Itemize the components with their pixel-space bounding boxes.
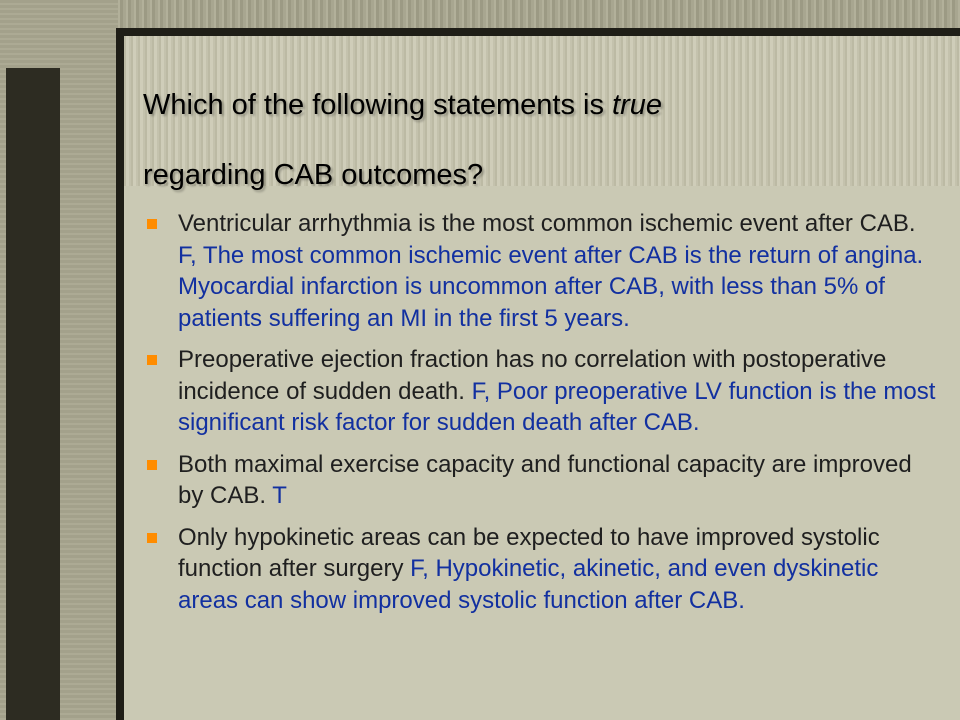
statement-text: Preoperative ejection fraction has no correlation with postoperative incidence of sudden death. <box>178 346 887 405</box>
answer-text: F, Hypokinetic, akinetic, and even dyskinetic areas can show improved systolic function after CAB. <box>178 555 879 614</box>
question-list <box>147 208 937 626</box>
list-item <box>147 449 937 512</box>
list-item <box>147 344 937 439</box>
statement-text: Ventricular arrhythmia is the most common ischemic event after CAB. <box>178 210 916 237</box>
list-item <box>147 522 937 617</box>
answer-text: T <box>272 482 287 509</box>
slide-title <box>143 70 933 210</box>
answer-text: F, The most common ischemic event after CAB is the return of angina. Myocardial infarction is uncommon after CAB, with less than 5% of patients suffering an MI in the first 5 years. <box>178 241 924 332</box>
square-bullet-icon <box>147 219 157 229</box>
list-item <box>147 208 937 334</box>
square-bullet-icon <box>147 533 157 543</box>
title-line1-emph: true <box>612 89 663 121</box>
square-bullet-icon <box>147 355 157 365</box>
top-border-band <box>0 0 960 30</box>
statement-text: Both maximal exercise capacity and functional capacity are improved by CAB. <box>178 450 912 509</box>
statement-text: Only hypokinetic areas can be expected to have improved systolic function after surgery <box>178 523 880 582</box>
square-bullet-icon <box>147 460 157 470</box>
answer-text: F, Poor preoperative LV function is the most significant risk factor for sudden death after CAB. <box>178 377 936 436</box>
left-dark-bar <box>6 68 60 720</box>
title-line2: regarding CAB outcomes? <box>143 159 484 191</box>
title-line1-start: Which of the following statements is <box>143 89 613 121</box>
